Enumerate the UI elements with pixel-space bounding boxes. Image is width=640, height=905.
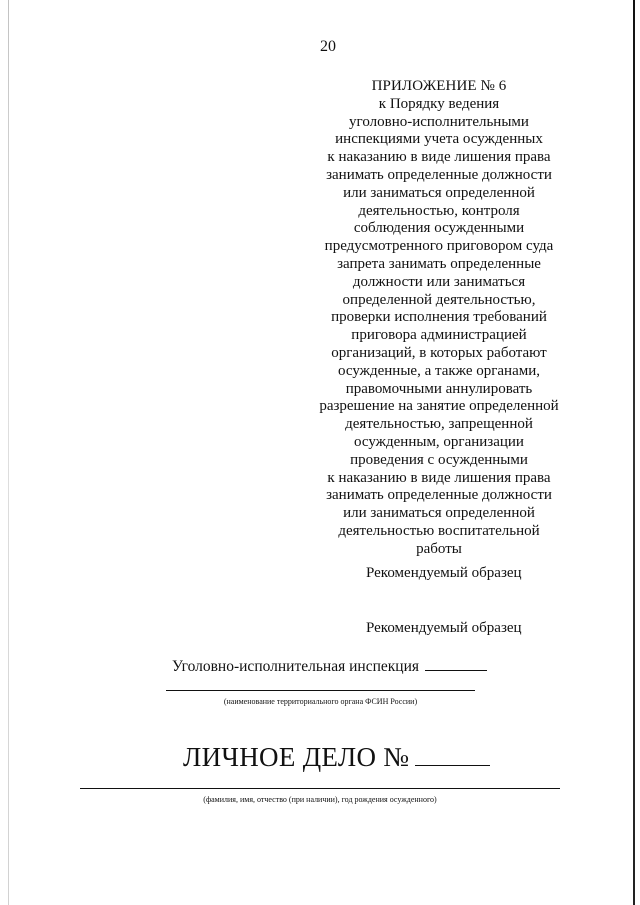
inspection-line: [172, 656, 487, 676]
appendix-title: ПРИЛОЖЕНИЕ № 6: [371, 78, 507, 94]
appendix-line: к наказанию в виде лишения права: [327, 469, 551, 486]
appendix-line: разрешение на занятие определенной: [319, 398, 559, 415]
appendix-line: занимать определенные должности: [326, 166, 552, 183]
appendix-line: к наказанию в виде лишения права: [327, 149, 551, 166]
appendix-line: предусмотренного приговором суда: [324, 238, 554, 255]
appendix-line: осужденные, а также органами,: [337, 362, 540, 379]
appendix-line: должности или заниматься: [352, 273, 526, 290]
recommended-sample-label: Рекомендуемый образец: [366, 620, 522, 636]
appendix-line: запрета занимать определенные: [337, 255, 541, 272]
appendix-line: деятельностью, запрещенной: [345, 416, 533, 433]
appendix-header: [316, 78, 562, 559]
appendix-line: или заниматься определенной: [343, 505, 535, 522]
personal-file-heading: [183, 742, 490, 773]
appendix-line: соблюдения осужденными: [353, 220, 525, 237]
appendix-line: к Порядку ведения: [378, 95, 500, 112]
appendix-line: правомочными аннулировать: [345, 380, 533, 397]
appendix-line: деятельностью воспитательной: [338, 522, 540, 539]
appendix-line: работы: [416, 540, 462, 557]
inspection-blank-field: [425, 656, 487, 671]
inspection-label: Уголовно-исполнительная инспекция: [172, 658, 420, 675]
appendix-line: проверки исполнения требований: [331, 309, 547, 326]
form-line: [80, 788, 560, 789]
appendix-line: или заниматься определенной: [343, 184, 535, 201]
field-caption: (фамилия, имя, отчество (при наличии), год рождения осужденного): [203, 795, 437, 804]
appendix-line: инспекциями учета осужденных: [335, 131, 543, 148]
appendix-line: уголовно-исполнительными: [349, 113, 529, 130]
appendix-line: приговора администрацией: [351, 327, 527, 344]
form-line: [166, 690, 475, 691]
personal-file-label: ЛИЧНОЕ ДЕЛО №: [183, 742, 410, 772]
file-number-blank-field: [415, 743, 490, 766]
recommended-sample-label: Рекомендуемый образец: [366, 565, 522, 581]
appendix-line: организаций, в которых работают: [331, 344, 547, 361]
field-caption: (наименование территориального органа ФСИН России): [223, 697, 418, 706]
appendix-line: осужденным, организации: [354, 433, 524, 450]
appendix-line: определенной деятельностью,: [342, 291, 536, 308]
appendix-line: деятельностью, контроля: [358, 202, 520, 219]
appendix-line: занимать определенные должности: [326, 487, 552, 504]
appendix-line: проведения с осужденными: [350, 451, 528, 468]
page-number: 20: [320, 38, 336, 55]
